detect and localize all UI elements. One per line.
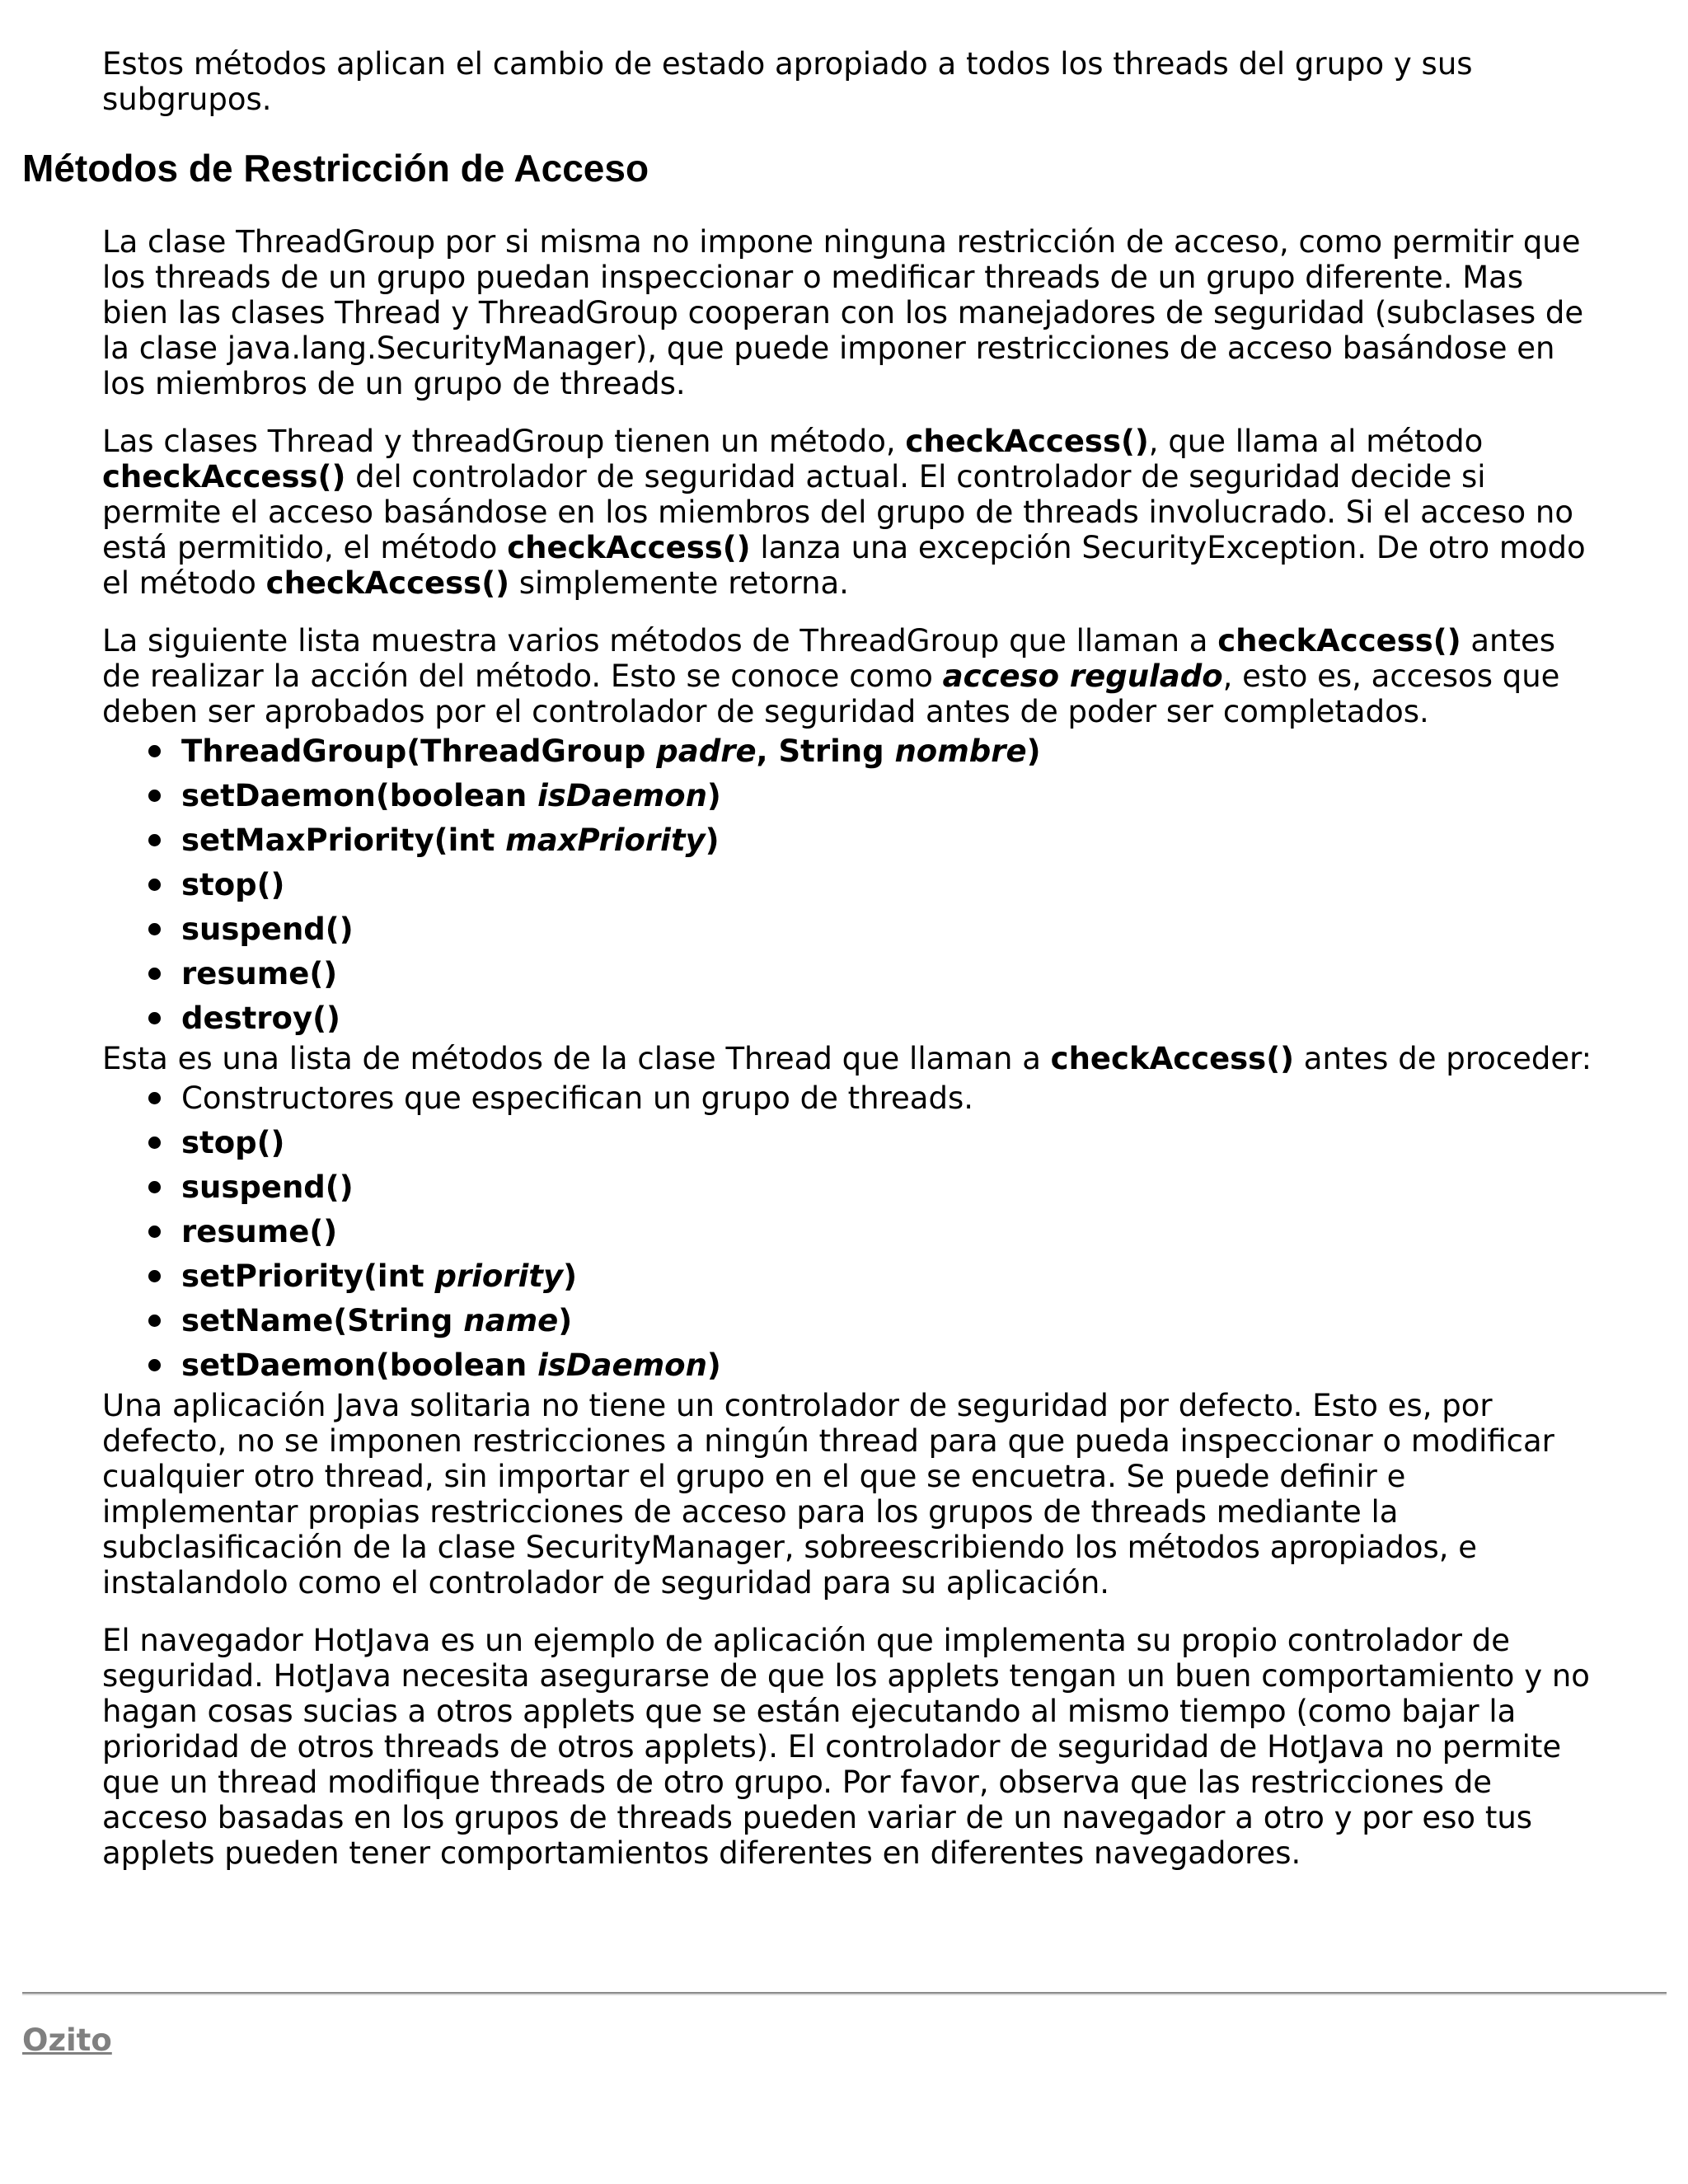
paragraph-thread-methods-intro: Esta es una lista de métodos de la clase Thread que llaman a checkAccess() antes de proceder: bbox=[102, 1041, 1592, 1076]
list-item: stop() bbox=[181, 863, 1594, 907]
horizontal-divider bbox=[22, 1992, 1667, 1995]
bullet-icon bbox=[148, 1012, 161, 1024]
bullet-icon bbox=[148, 1359, 161, 1371]
code-checkaccess: checkAccess() bbox=[1050, 1041, 1295, 1076]
list-item: setName(String name) bbox=[181, 1299, 1594, 1343]
list-item: stop() bbox=[181, 1121, 1594, 1165]
paragraph-hotjava: El navegador HotJava es un ejemplo de aplicación que implementa su propio controlador de seguridad. HotJava necesita asegurarse de que los applets tengan un buen comportamiento y no hagan cosas sucias a otros applets que se están ejecutando al mismo tiempo (como bajar la prioridad de otros threads de otros applets). El controlador de seguridad de HotJava no permite que un thread modifique threads de otro grupo. Por favor, observa que las restricciones de acceso basadas en los grupos de threads pueden variar de un navegador a otro y por eso tus applets pueden tener comportamientos diferentes en diferentes navegadores. bbox=[102, 1623, 1590, 1871]
list-item: setMaxPriority(int maxPriority) bbox=[181, 818, 1594, 863]
emphasis-acceso-regulado: acceso regulado bbox=[942, 658, 1223, 694]
bullet-icon bbox=[148, 923, 161, 935]
bullet-icon bbox=[148, 834, 161, 846]
bullet-icon bbox=[148, 1226, 161, 1238]
list-item: setPriority(int priority) bbox=[181, 1254, 1594, 1299]
bullet-icon bbox=[148, 1092, 161, 1104]
section-body bbox=[102, 224, 1594, 1871]
list-item: destroy() bbox=[181, 996, 1594, 1041]
code-checkaccess: checkAccess() bbox=[507, 530, 751, 565]
list-item: suspend() bbox=[181, 1165, 1594, 1210]
threadgroup-methods-list bbox=[102, 729, 1594, 1041]
thread-methods-list bbox=[102, 1076, 1594, 1388]
bullet-icon bbox=[148, 790, 161, 802]
list-item: Constructores que especifican un grupo de threads. bbox=[181, 1076, 1594, 1121]
bullet-icon bbox=[148, 1315, 161, 1327]
list-item: setDaemon(boolean isDaemon) bbox=[181, 774, 1594, 818]
list-item: resume() bbox=[181, 1210, 1594, 1254]
bullet-icon bbox=[148, 745, 161, 757]
bullet-icon bbox=[148, 1270, 161, 1282]
list-item: suspend() bbox=[181, 907, 1594, 952]
list-item: resume() bbox=[181, 952, 1594, 996]
paragraph-standalone-application: Una aplicación Java solitaria no tiene un controlador de seguridad por defecto. Esto es, por defecto, no se imponen restricciones a ningún thread para que pueda inspeccionar o modificar cualquier otro thread, sin importar el grupo en el que se encuetra. Se puede definir e implementar propias restricciones de acceso para los grupos de threads mediante la subclasificación de la clase SecurityManager, sobreescribiendo los métodos apropiados, e instalandolo como el controlador de seguridad para su aplicación. bbox=[102, 1388, 1554, 1601]
bullet-icon bbox=[148, 1181, 161, 1193]
code-checkaccess: checkAccess() bbox=[1217, 623, 1461, 658]
code-checkaccess: checkAccess() bbox=[905, 424, 1149, 459]
intro-paragraph: Estos métodos aplican el cambio de estado apropiado a todos los threads del grupo y sus subgrupos. bbox=[102, 46, 1473, 117]
bullet-icon bbox=[148, 1137, 161, 1149]
code-checkaccess: checkAccess() bbox=[265, 565, 510, 601]
paragraph-checkaccess: Las clases Thread y threadGroup tienen un método, checkAccess(), que llama al método checkAccess() del controlador de seguridad actual. El controlador de seguridad decide si permite el acceso basándose en los miembros del grupo de threads involucrado. Si el acceso no está permitido, el método checkAccess() lanza una excepción SecurityException. De otro modo el método checkAccess() simplemente retorna. bbox=[102, 424, 1586, 601]
bullet-icon bbox=[148, 879, 161, 891]
paragraph-threadgroup-restrictions: La clase ThreadGroup por si misma no impone ninguna restricción de acceso, como permitir que los threads de un grupo puedan inspeccionar o medificar threads de un grupo diferente. Mas bien las clases Thread y ThreadGroup cooperan con los manejadores de seguridad (subclases de la clase java.lang.SecurityManager), que puede imponer restricciones de acceso basándose en los miembros de un grupo de threads. bbox=[102, 224, 1584, 401]
ozito-link[interactable]: Ozito bbox=[22, 2022, 112, 2058]
list-item: setDaemon(boolean isDaemon) bbox=[181, 1343, 1594, 1388]
bullet-icon bbox=[148, 968, 161, 980]
list-item: ThreadGroup(ThreadGroup padre, String nombre) bbox=[181, 729, 1594, 774]
code-checkaccess: checkAccess() bbox=[102, 459, 346, 494]
paragraph-regulated-access: La siguiente lista muestra varios métodos de ThreadGroup que llaman a checkAccess() antes de realizar la acción del método. Esto se conoce como acceso regulado, esto es, accesos que deben ser aprobados por el controlador de seguridad antes de poder ser completados. bbox=[102, 623, 1560, 729]
section-title: Métodos de Restricción de Acceso bbox=[22, 147, 649, 190]
